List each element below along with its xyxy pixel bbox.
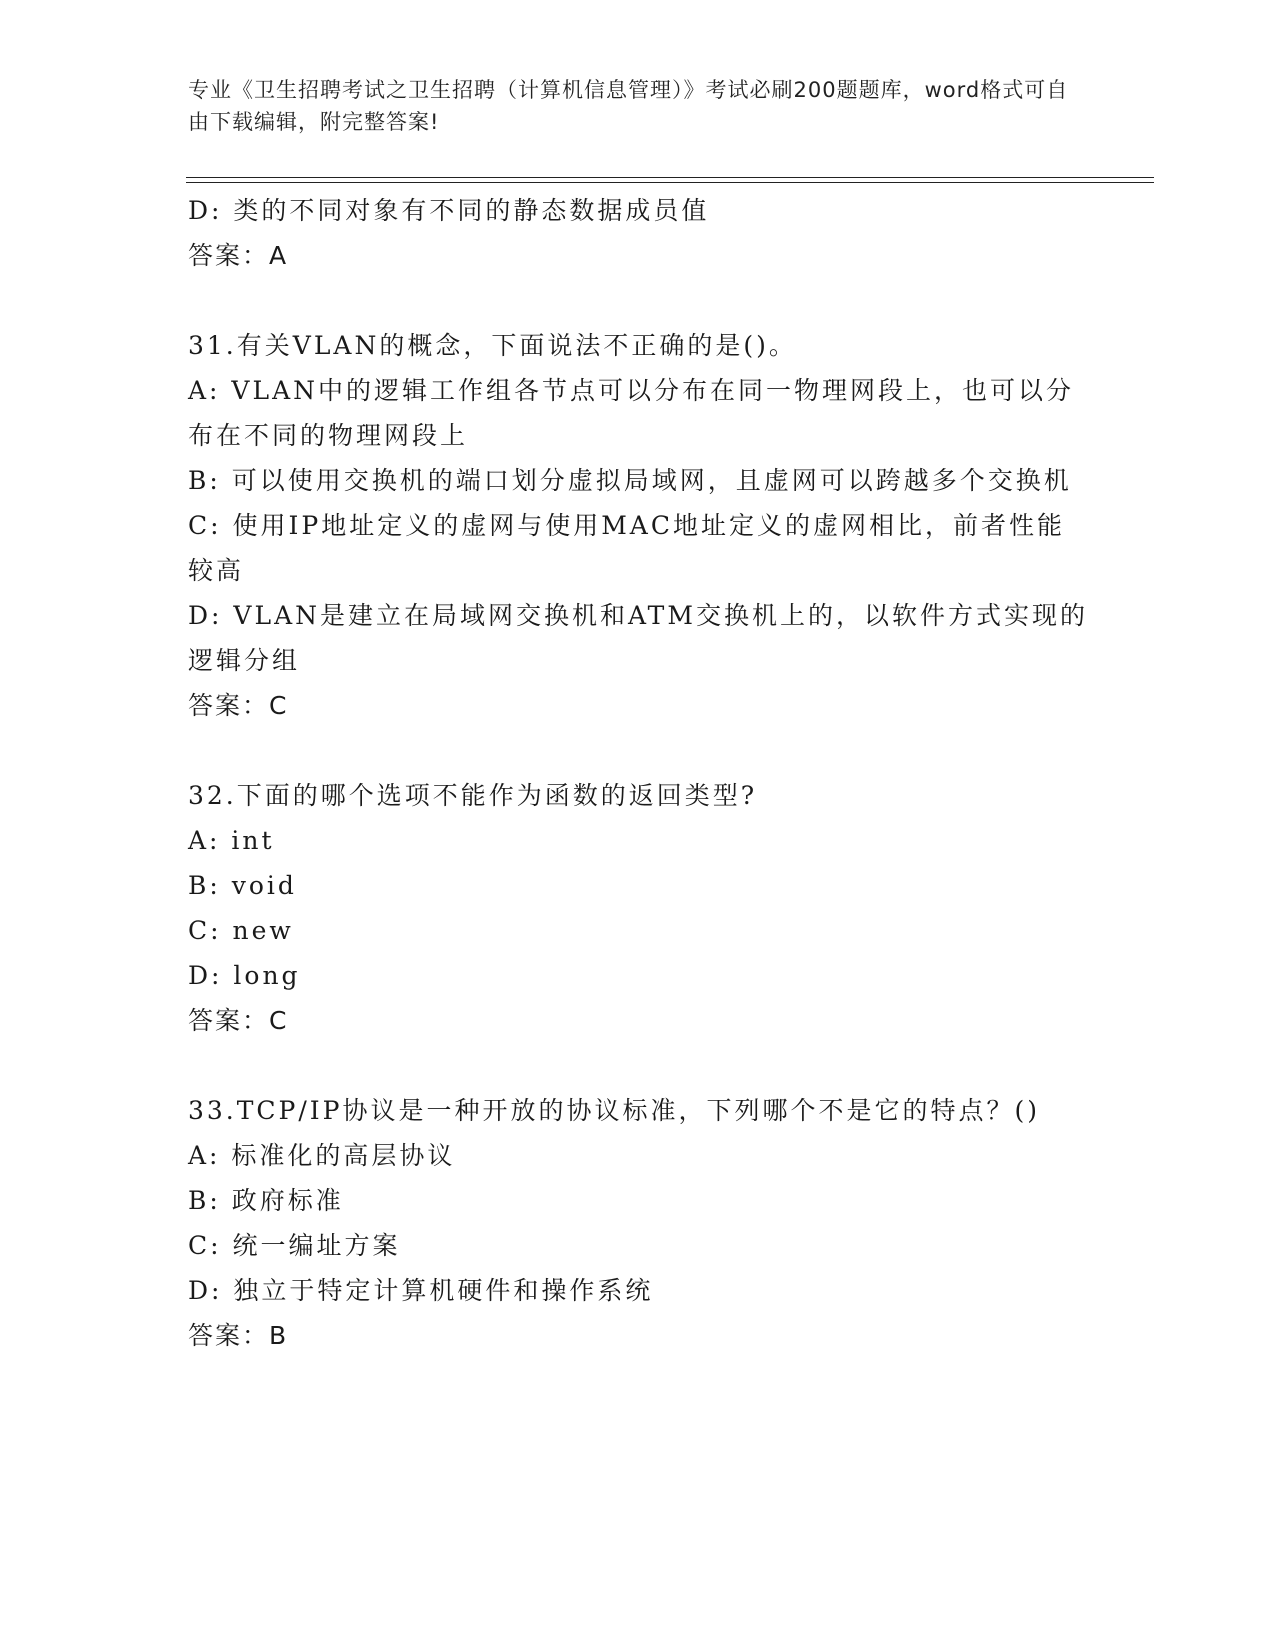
option-c: C: 统一编址方案 (188, 1231, 401, 1260)
question-content (188, 188, 1088, 1358)
answer-line: 答案：C (188, 1006, 289, 1035)
option-d: D: 独立于特定计算机硬件和操作系统 (188, 1276, 654, 1305)
option-d: D: long (188, 961, 301, 990)
question-32 (188, 773, 1088, 1043)
option-b: B: void (188, 871, 297, 900)
answer-line: 答案：B (188, 1321, 289, 1350)
option-b: B: 政府标准 (188, 1186, 344, 1215)
option-a: A: VLAN中的逻辑工作组各节点可以分布在同一物理网段上，也可以分布在不同的物理网段上 (188, 376, 1075, 450)
answer-line: 答案：C (188, 691, 289, 720)
question-stem: 31.有关VLAN的概念，下面说法不正确的是()。 (188, 331, 797, 360)
spacer (188, 1043, 1088, 1088)
question-31 (188, 323, 1088, 728)
option-c: C: new (188, 916, 294, 945)
header-divider-top (186, 177, 1154, 178)
prev-question-block (188, 188, 1088, 278)
option-b: B: 可以使用交换机的端口划分虚拟局域网，且虚网可以跨越多个交换机 (188, 466, 1072, 495)
option-d: D: VLAN是建立在局域网交换机和ATM交换机上的，以软件方式实现的逻辑分组 (188, 601, 1088, 675)
answer-line: 答案：A (188, 241, 289, 270)
option-c: C: 使用IP地址定义的虚网与使用MAC地址定义的虚网相比，前者性能较高 (188, 511, 1065, 585)
spacer (188, 728, 1088, 773)
option-a: A: int (188, 826, 275, 855)
page-header-title: 专业《卫生招聘考试之卫生招聘（计算机信息管理）》考试必刷200题题库，word格式可自由下载编辑，附完整答案! (188, 78, 1069, 134)
spacer (188, 278, 1088, 323)
option-d: D: 类的不同对象有不同的静态数据成员值 (188, 196, 710, 225)
question-stem: 32.下面的哪个选项不能作为函数的返回类型? (188, 781, 758, 810)
option-a: A: 标准化的高层协议 (188, 1141, 456, 1170)
question-stem: 33.TCP/IP协议是一种开放的协议标准，下列哪个不是它的特点？() (188, 1096, 1041, 1125)
question-33 (188, 1088, 1088, 1358)
header-divider-bottom (186, 182, 1154, 183)
